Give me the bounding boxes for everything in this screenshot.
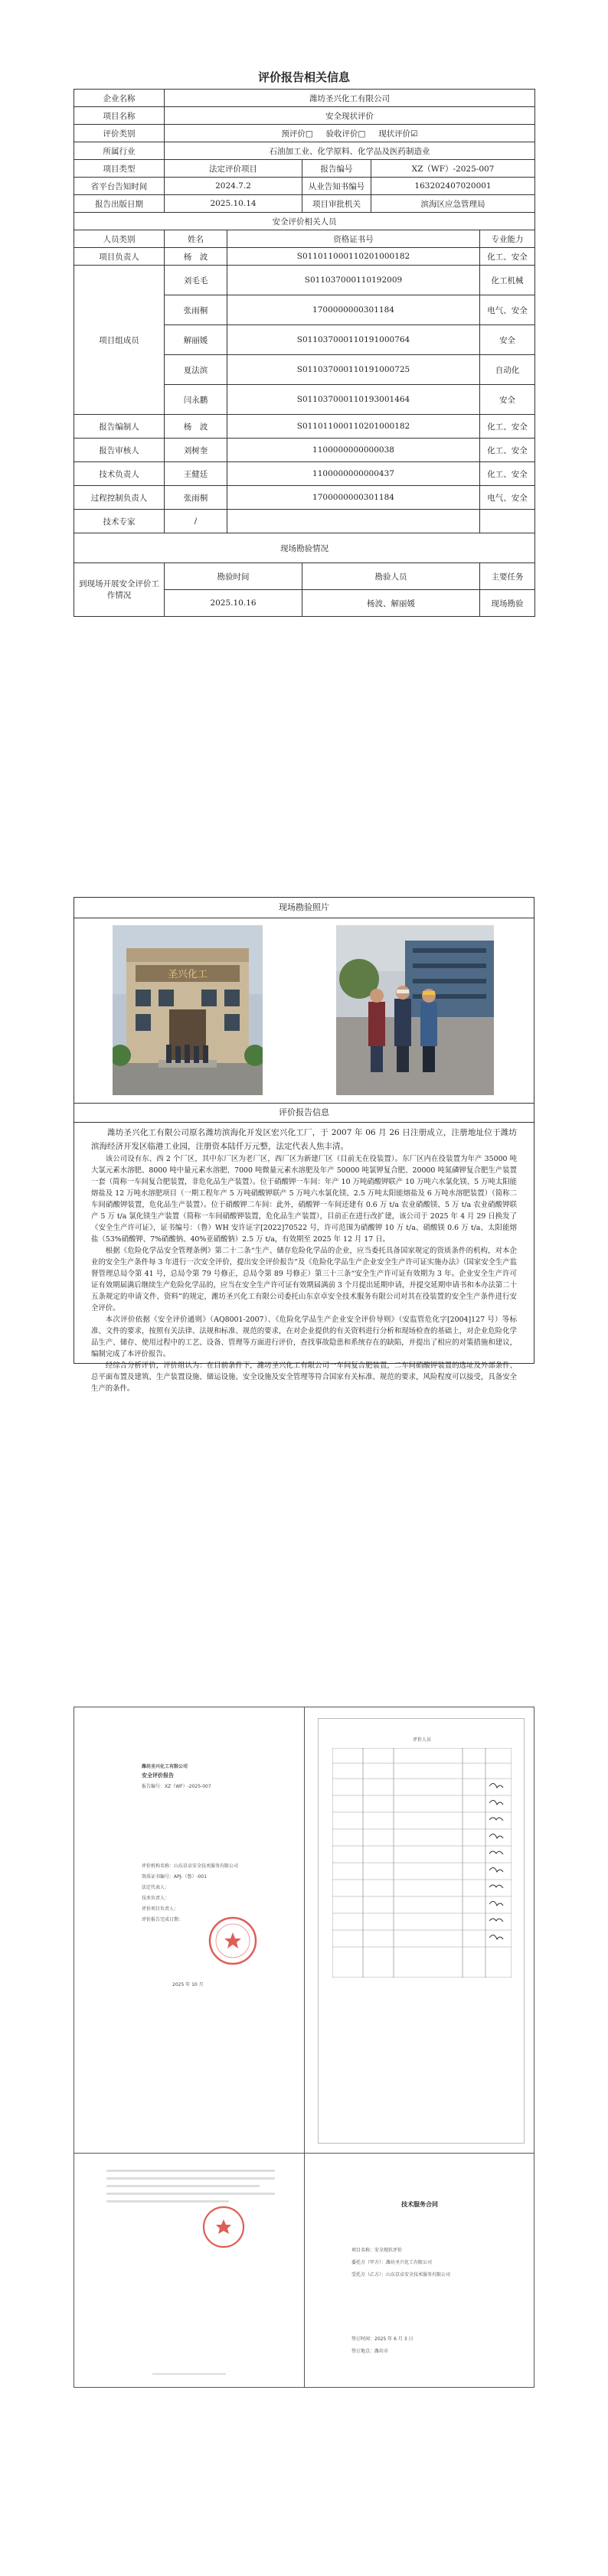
staff-name: / bbox=[165, 510, 227, 533]
page-title: 评价报告相关信息 bbox=[257, 70, 350, 84]
staff-row bbox=[74, 439, 535, 462]
staff-header-skill: 专业能力 bbox=[480, 230, 535, 248]
row-staff-section bbox=[74, 213, 535, 230]
row-platform bbox=[74, 178, 535, 195]
industry-value: 石油加工业、化学原料、化学品及医药制造业 bbox=[165, 142, 535, 160]
row-survey-header bbox=[74, 563, 535, 590]
building-sign: 圣兴化工 bbox=[167, 969, 208, 980]
info-title: 评价报告信息 bbox=[74, 1104, 534, 1123]
staff-row bbox=[74, 462, 535, 486]
staff-cert: S011037000110191000725 bbox=[227, 355, 480, 385]
contract-field: 受托方（乙方）：山东京卓安全技术服务有限公司 bbox=[351, 2272, 451, 2278]
approve-value: 滨海区应急管理局 bbox=[371, 195, 535, 213]
survey-header-task: 主要任务 bbox=[480, 563, 535, 590]
staff-cert: 1700000000301184 bbox=[227, 295, 480, 325]
row-survey-section bbox=[74, 533, 535, 563]
staff-category: 报告编制人 bbox=[74, 415, 165, 439]
survey-time: 2025.10.16 bbox=[165, 590, 302, 617]
type-option-accept: 验收评价□ bbox=[325, 129, 366, 139]
company-label: 企业名称 bbox=[74, 90, 165, 107]
survey-task: 现场勘验 bbox=[480, 590, 535, 617]
staff-category: 技术专家 bbox=[74, 510, 165, 533]
staff-category: 报告审核人 bbox=[74, 439, 165, 462]
info-paragraph: 经综合分析评价，评价组认为：在目前条件下，潍坊圣兴化工有限公司一车间复合肥装置，二车间硝酸钾装置的选址及外部条件、总平面布置及建筑、生产装置设施、储运设施、安全设施及安全管理等符合国家有关标准、规范的要求，风险程度可以接受，具备安全生产的条件。 bbox=[91, 1361, 517, 1393]
legal-label: 项目类型 bbox=[74, 160, 165, 178]
staff-row bbox=[74, 266, 535, 295]
staff-cert: S011037000110192009 bbox=[227, 266, 480, 295]
survey-label: 到现场开展安全评价工作情况 bbox=[74, 563, 165, 617]
staff-name: 杨 波 bbox=[165, 248, 227, 266]
row-staff-header bbox=[74, 230, 535, 248]
contract-field: 委托方（甲方）：潍坊圣兴化工有限公司 bbox=[351, 2260, 433, 2265]
staff-category: 技术负责人 bbox=[74, 462, 165, 486]
site-photo-inspection bbox=[336, 925, 494, 1095]
report-no-value: XZ（WF）-2025-007 bbox=[371, 160, 535, 178]
staff-name: 夏法滨 bbox=[165, 355, 227, 385]
staff-row bbox=[74, 415, 535, 439]
staff-row bbox=[74, 486, 535, 510]
row-legal bbox=[74, 160, 535, 178]
staff-doc-title: 评价人员 bbox=[412, 1737, 431, 1743]
issue-label: 报告出版日期 bbox=[74, 195, 165, 213]
staff-skill: 安全 bbox=[480, 385, 535, 415]
company-value: 潍坊圣兴化工有限公司 bbox=[165, 90, 535, 107]
signature-table bbox=[332, 1748, 512, 1978]
inform-no-value: 163202407020001 bbox=[371, 178, 535, 195]
contract-field: 签订时间：2025 年 6 月 3 日 bbox=[351, 2336, 414, 2342]
staff-cert: S011037000110191000764 bbox=[227, 325, 480, 355]
info-paragraph: 该公司设有东、西 2 个厂区，其中东厂区为老厂区，西厂区为新建厂区（目前无在役装置）。东厂区内在役装置为年产 35000 吨大氯元素水溶肥、8000 吨中量元素水溶肥、7000 吨微量元素水溶肥及年产 50000 吨氯钾复合肥、20000 吨氮磷钾复合肥生产装置一套（简称一车间复合肥装置，非危化品生产装置）。位于硝酸钾一车间：年产 10 万吨硝酸钾联产 10 万吨六水氯化镁、5 万吨太阳能熔盐及 12 万吨水溶肥项目（一期工程年产 5 万吨硝酸钾联产 5 万吨六水氯化镁、2.5 万吨太阳能熔盐及 6 万吨水溶肥装置）（简称二车间硝酸钾装置，危化品生产装置）。位于硝酸钾二车间：此外，硝酸钾一车间还建有 0.6 万 t/a 农业硝酸镁、5 万 t/a 农业硝酸钾联产 5 万 t/a 氯化镁生产装置（简称一车间硝酸钾装置，危化品生产装置），目前正在进行改扩建，该公司于 2025 年 4 月 29 日换发了《安全生产许可证》，证书编号：（鲁）WH 安许证字[2022]70522 号，许可范围为硝酸钾 10 万 t/a、硝酸镁 0.6 万 t/a、太阳能熔盐（53%硝酸钾、7%硝酸钠、40%亚硝酸钠）2.5 万 t/a，有效期至 2025 年 12 月 17 日。 bbox=[91, 1155, 517, 1244]
staff-header-category: 人员类别 bbox=[74, 230, 165, 248]
statement-stamp bbox=[201, 2205, 246, 2249]
survey-section-title: 现场勘验情况 bbox=[74, 533, 535, 563]
staff-cert: S011037000110193001464 bbox=[227, 385, 480, 415]
row-issue bbox=[74, 195, 535, 213]
staff-cert: 1100000000000437 bbox=[227, 462, 480, 486]
platform-value: 2024.7.2 bbox=[165, 178, 302, 195]
row-type bbox=[74, 125, 535, 142]
type-option-current: 现状评价☑ bbox=[378, 129, 418, 139]
staff-row bbox=[74, 248, 535, 266]
staff-row bbox=[74, 510, 535, 533]
platform-label: 省平台告知时间 bbox=[74, 178, 165, 195]
staff-name: 闫永鹏 bbox=[165, 385, 227, 415]
project-label: 项目名称 bbox=[74, 107, 165, 125]
site-photo-building bbox=[113, 925, 263, 1095]
cover-field: 评价报告完成日期： bbox=[142, 1917, 184, 1922]
cover-no: 报告编号：XZ（WF）-2025-007 bbox=[142, 1784, 211, 1789]
staff-group-category: 项目组成员 bbox=[74, 266, 165, 415]
staff-skill: 化工、安全 bbox=[480, 415, 535, 439]
approve-label: 项目审批机关 bbox=[302, 195, 371, 213]
staff-name: 王健廷 bbox=[165, 462, 227, 486]
survey-people: 杨波、解丽媛 bbox=[302, 590, 480, 617]
staff-cert: 1700000000301184 bbox=[227, 486, 480, 510]
staff-skill: 安全 bbox=[480, 325, 535, 355]
staff-skill: 化工、安全 bbox=[480, 439, 535, 462]
staff-cert bbox=[227, 510, 480, 533]
survey-header-people: 勘验人员 bbox=[302, 563, 480, 590]
staff-cert: S011011000110201000182 bbox=[227, 248, 480, 266]
staff-name: 刘树奎 bbox=[165, 439, 227, 462]
contract-scan bbox=[306, 2154, 534, 2385]
type-label: 评价类别 bbox=[74, 125, 165, 142]
report-no-label: 报告编号 bbox=[302, 160, 371, 178]
cover-field: 法定代表人： bbox=[142, 1885, 170, 1890]
contract-title: 技术服务合同 bbox=[401, 2201, 438, 2208]
cover-field: 资质证书编号：APJ-（鲁）-001 bbox=[142, 1874, 208, 1880]
cover-field: 技术负责人： bbox=[142, 1896, 170, 1901]
cover-date: 2025 年 10 月 bbox=[172, 1982, 204, 1987]
inform-no-label: 从业告知书编号 bbox=[302, 178, 371, 195]
staff-name: 杨 波 bbox=[165, 415, 227, 439]
staff-skill: 化工、安全 bbox=[480, 462, 535, 486]
staff-skill: 电气、安全 bbox=[480, 295, 535, 325]
survey-header-time: 勘验时间 bbox=[165, 563, 302, 590]
contract-field: 签订地点：潍坊市 bbox=[351, 2349, 389, 2354]
staff-skill: 电气、安全 bbox=[480, 486, 535, 510]
type-options bbox=[165, 125, 535, 142]
company-stamp bbox=[208, 1916, 258, 1966]
info-paragraph: 根据《危险化学品安全管理条例》第二十二条“生产、储存危险化学品的企业，应当委托具备国家规定的资质条件的机构，对本企业的安全生产条件每 3 年进行一次安全评价，提出安全评价报告”及《危险化学品生产企业安全生产许可证实施办法》（国家安全生产监督管理总局令第 41 号，总局令第 79 号修正，总局令第 89 号修正）第三十三条“安全生产许可证有效期为 3 年。企业安全生产许可证有效期届满后继续生产危险化学品的，应当在安全生产许可证有效期届满前 3 个月提出延期申请，并提交延期申请书和本办法第二十五条规定的申请文件、资料”的规定，潍坊圣兴化工有限公司委托山东京卓安全技术服务有限公司对其在役装置的安全生产条件进行安全评价。 bbox=[91, 1247, 517, 1312]
industry-label: 所属行业 bbox=[74, 142, 165, 160]
staff-cert: S011011000110201000182 bbox=[227, 415, 480, 439]
statement-scan bbox=[76, 2154, 302, 2385]
row-project bbox=[74, 107, 535, 125]
staff-skill: 化工机械 bbox=[480, 266, 535, 295]
type-option-pre: 预评价□ bbox=[281, 129, 313, 139]
info-paragraph: 潍坊圣兴化工有限公司原名潍坊滨海化开发区宏兴化工厂，于 2007 年 06 月 26 日注册成立，注册地址位于潍坊滨海经济开发区临港工业园，注册资本陆仟万元整，法定代表人焦丰清。 bbox=[91, 1128, 517, 1151]
staff-cert: 1100000000000038 bbox=[227, 439, 480, 462]
cover-field: 评价机构名称：山东京卓安全技术服务有限公司 bbox=[142, 1864, 239, 1869]
staff-name: 张雨桐 bbox=[165, 295, 227, 325]
staff-name: 张雨桐 bbox=[165, 486, 227, 510]
cover-field: 评价项目负责人： bbox=[142, 1906, 179, 1912]
scan-grid bbox=[74, 1707, 534, 2388]
staff-skill bbox=[480, 510, 535, 533]
contract-fields-bottom bbox=[351, 2335, 520, 2359]
cover-title: 安全评价报告 bbox=[142, 1772, 174, 1779]
photo-title: 现场勘验照片 bbox=[74, 898, 534, 918]
staff-header-name: 姓名 bbox=[165, 230, 227, 248]
staff-signature-scan bbox=[318, 1718, 525, 2144]
staff-name: 解丽媛 bbox=[165, 325, 227, 355]
staff-category: 项目负责人 bbox=[74, 248, 165, 266]
row-company bbox=[74, 90, 535, 107]
contract-fields bbox=[351, 2246, 520, 2283]
issue-value: 2025.10.14 bbox=[165, 195, 302, 213]
site-photo-section bbox=[74, 897, 534, 1104]
staff-skill: 化工、安全 bbox=[480, 248, 535, 266]
report-info-table bbox=[74, 89, 535, 617]
cover-company: 潍坊圣兴化工有限公司 bbox=[142, 1764, 188, 1769]
staff-category: 过程控制负责人 bbox=[74, 486, 165, 510]
staff-name: 刘毛毛 bbox=[165, 266, 227, 295]
info-paragraph: 本次评价依据《安全评价通则》（AQ8001-2007）、《危险化学品生产企业安全评价导则》（安监管危化字[2004]127 号）等标准、文件的要求，按照有关法律、法规和标准、规范的要求，在对企业提供的有关资料进行分析和现场检查的基础上，对企业危险化学品生产、储存、使用过程中的工艺、设备、管理等方面进行评价，查找事故隐患和系统存在的缺陷，并提出了相应的对策措施和建议，编制完成了本评价报告。 bbox=[91, 1316, 517, 1358]
contract-field: 项目名称：安全现状评价 bbox=[351, 2248, 403, 2253]
project-value: 安全现状评价 bbox=[165, 107, 535, 125]
row-industry bbox=[74, 142, 535, 160]
staff-header-cert: 资格证书号 bbox=[227, 230, 480, 248]
legal-value: 法定评价项目 bbox=[165, 160, 302, 178]
staff-skill: 自动化 bbox=[480, 355, 535, 385]
staff-section-title: 安全评价相关人员 bbox=[74, 213, 535, 230]
report-info-section bbox=[74, 1104, 534, 1393]
report-cover-scan bbox=[76, 1709, 302, 2151]
